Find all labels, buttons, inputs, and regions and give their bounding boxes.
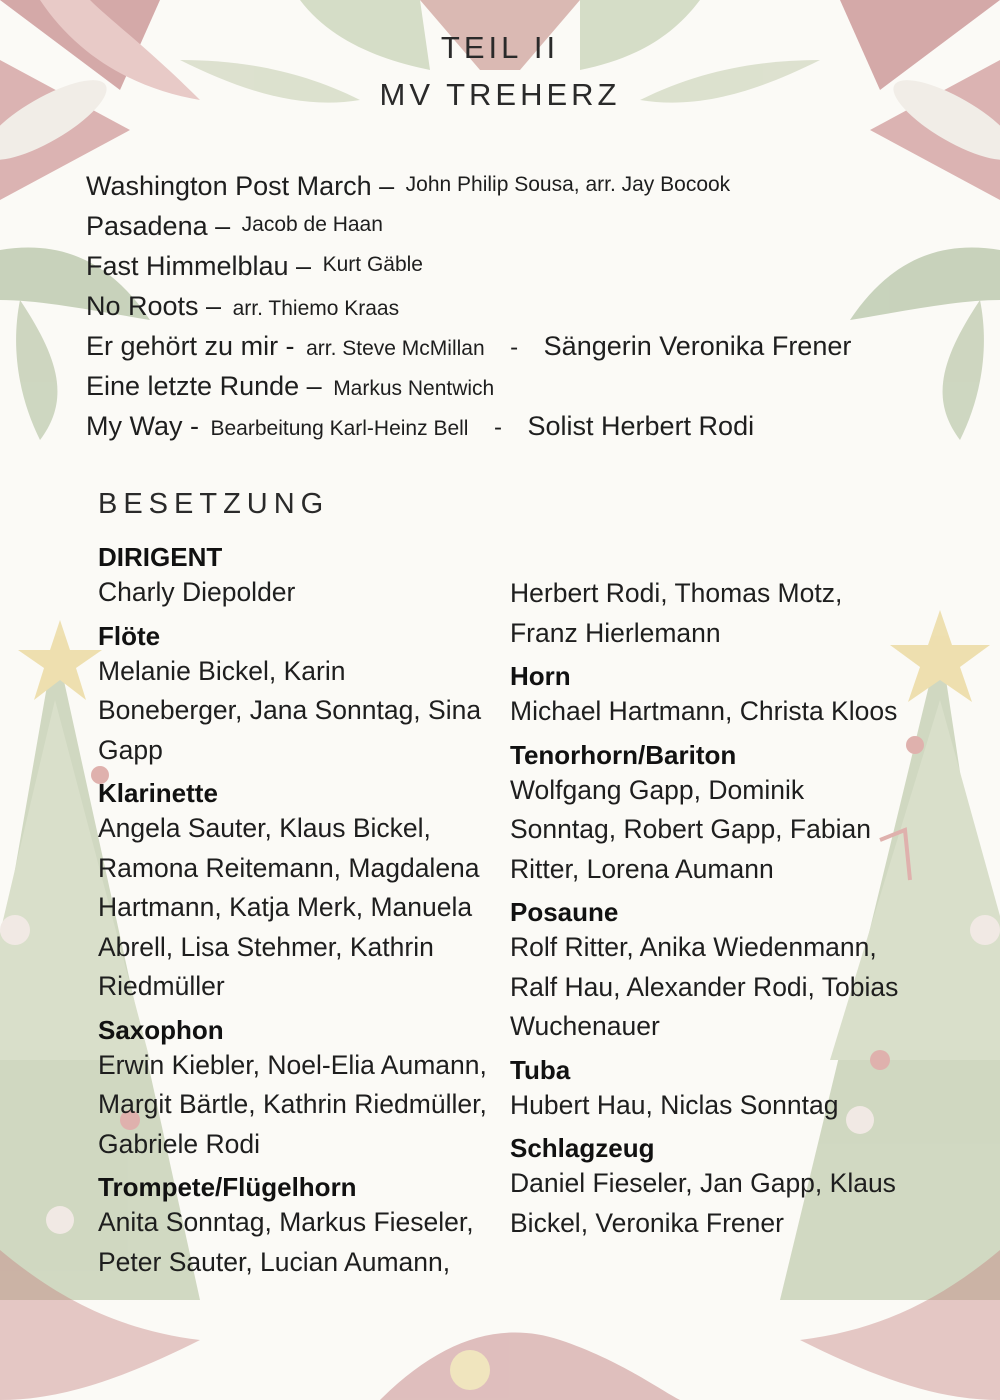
soloist: Solist Herbert Rodi [527,411,755,441]
section-title: DIRIGENT [98,542,223,572]
separator-dash: - [493,414,502,441]
section-title: Horn [510,661,571,691]
composer: Jacob de Haan [241,213,383,236]
program-item [86,166,986,206]
section-title: Tenorhorn/Bariton [510,739,737,770]
section-title: Posaune [510,897,619,927]
section-names: Wolfgang Gapp, Dominik Sonntag, Robert Gapp, Fabian Ritter, Lorena Aumann [510,774,871,884]
separator-dash: - [510,334,519,361]
work-title: Eine letzte Runde – [86,371,322,401]
section-names: Anita Sonntag, Markus Fieseler, Peter Sauter, Lucian Aumann, [98,1207,474,1277]
section-title: Trompete/Flügelhorn [98,1172,357,1202]
section-names: Michael Hartmann, Christa Kloos [510,696,898,726]
section-names: Herbert Rodi, Thomas Motz, Franz Hierlemann [510,578,843,648]
section-title: Flöte [98,620,161,651]
section-names: Daniel Fieseler, Jan Gapp, Klaus Bickel, Veronika Frener [510,1168,896,1238]
program-list [86,166,986,446]
work-title: Er gehört zu mir - [86,331,295,361]
section-title: Saxophon [98,1014,224,1045]
work-title: Fast Himmelblau – [86,251,312,281]
cast-section [98,621,493,771]
work-title: Pasadena – [86,211,231,241]
section-names: Angela Sauter, Klaus Bickel, Ramona Reitemann, Magdalena Hartmann, Katja Merk, Manuela Abrell, Lisa Stehmer, Kathrin Riedmüller [98,813,480,1001]
composer: Kurt Gäble [322,253,423,276]
cast-section [98,778,493,1007]
cast-section [510,897,905,1047]
cast-heading: BESETZUNG [98,488,330,520]
composer: Markus Nentwich [333,377,495,400]
cast-section [98,1015,493,1165]
cast-section [510,740,905,890]
program-item [86,246,986,286]
section-names: Melanie Bickel, Karin Boneberger, Jana Sonntag, Sina Gapp [98,655,482,765]
cast-section [98,1172,493,1282]
section-title: Klarinette [98,778,218,808]
program-item [86,406,986,446]
soloist: Sängerin Veronika Frener [543,331,852,361]
cast-column-left [98,542,493,1290]
composer: arr. Steve McMillan [306,337,485,360]
section-names: Rolf Ritter, Anika Wiedenmann, Ralf Hau, Alexander Rodi, Tobias Wuchenauer [510,932,899,1041]
cast-section [98,542,493,613]
cast-section [510,661,905,732]
work-title: My Way - [86,411,199,441]
cast-section-continued [510,574,905,653]
section-names: Erwin Kiebler, Noel-Elia Aumann, Margit Bärtle, Kathrin Riedmüller, Gabriele Rodi [98,1049,487,1159]
section-names: Charly Diepolder [98,577,296,607]
program-item [86,286,986,326]
section-title: Schlagzeug [510,1133,655,1163]
program-item [86,206,986,246]
work-title: No Roots – [86,291,222,321]
work-title: Washington Post March – [86,171,395,201]
composer: John Philip Sousa, arr. Jay Bocook [405,173,731,196]
section-names: Hubert Hau, Niclas Sonntag [510,1089,839,1120]
band-name: MV TREHERZ [379,77,621,112]
cast-column-right [510,574,905,1251]
program-item [86,366,986,406]
cast-section [510,1133,905,1243]
composer: Bearbeitung Karl-Heinz Bell [210,417,469,440]
part-title: TEIL II [440,30,560,65]
section-title: Tuba [510,1054,571,1085]
composer: arr. Thiemo Kraas [232,297,400,320]
program-item [86,326,986,366]
cast-section [510,1055,905,1126]
